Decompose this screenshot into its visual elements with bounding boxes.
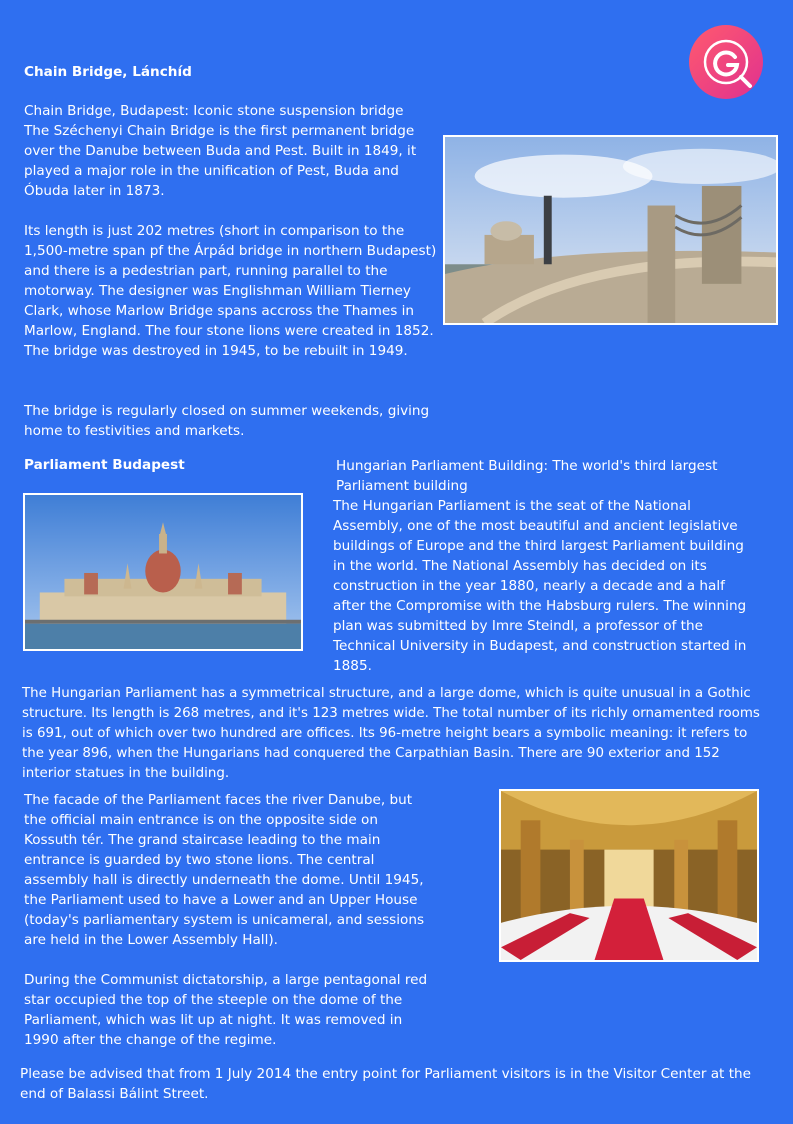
parliament-structure: The Hungarian Parliament has a symmetrical structure, and a large dome, which is quite unusual in a Gothic structure. Its length is 268 metres, and it's 123 metres wide. The total number of its richly ornamented rooms is 691, out of which over two hundred are offices. Its 96-metre height bears a symbolic meaning: it refers to the year 896, when the Hungarians had conquered the Carpathian Basin. There are 90 exterior and 152 interior statues in the building. — [22, 686, 760, 781]
parliament-communist: During the Communist dictatorship, a large pentagonal red star occupied the top of the steeple on the dome of the Parliament, which was lit up at night. It was removed in 1990 after the change of the regime. — [24, 972, 428, 1048]
chain-bridge-intro: Chain Bridge, Budapest: Iconic stone suspension bridge The Széchenyi Chain Bridge is the first permanent bridge over the Danube between Buda and Pest. Built in 1849, it played a major role in the unification of Pest, Buda and Óbuda later in 1873. — [24, 103, 417, 199]
g-logo-icon — [688, 24, 764, 100]
parliament-facade: The facade of the Parliament faces the river Danube, but the official main entrance is on the opposite side on Kossuth tér. The grand staircase leading to the main entrance is guarded by two stone lions. The central assembly hall is directly underneath the dome. Until 1945, the Parliament used to have a Lower and an Upper House (today's parliamentary system is unicameral, and sessions are held in the Lower Assembly Hall). — [24, 792, 425, 948]
chain-bridge-details: Its length is just 202 metres (short in comparison to the 1,500-metre span pf the Árpád bridge in northern Budapest) and there is a pedestrian part, running parallel to the motorway. The designer was Englishman William Tierney Clark, whose Marlow Bridge spans accross the Thames in Marlow, England. The four stone lions were created in 1852. The bridge was destroyed in 1945, to be rebuilt in 1949. — [24, 223, 437, 359]
chain-bridge-heading: Chain Bridge, Lánchíd — [24, 64, 192, 80]
parliament-exterior-photo — [23, 493, 303, 651]
brand-logo — [688, 24, 764, 100]
parliament-interior-photo — [499, 789, 759, 962]
chain-bridge-closing: The bridge is regularly closed on summer weekends, giving home to festivities and markets. — [24, 403, 430, 439]
parliament-heading: Parliament Budapest — [24, 457, 185, 473]
parliament-intro: The Hungarian Parliament is the seat of the National Assembly, one of the most beautiful and ancient legislative buildings of Europe and the third largest Parliament building in the world. The National Assembly has decided on its construction in the year 1880, nearly a decade and a half after the Compromise with the Habsburg rulers. The winning plan was submitted by Imre Steindl, a professor of the Technical University in Budapest, and construction started in 1885. — [333, 498, 747, 674]
parliament-subtitle: Hungarian Parliament Building: The world's third largest Parliament building — [336, 458, 718, 494]
chain-bridge-photo — [443, 135, 778, 325]
visitor-notice: Please be advised that from 1 July 2014 the entry point for Parliament visitors is in the Visitor Center at the end of Balassi Bálint Street. — [20, 1066, 752, 1102]
